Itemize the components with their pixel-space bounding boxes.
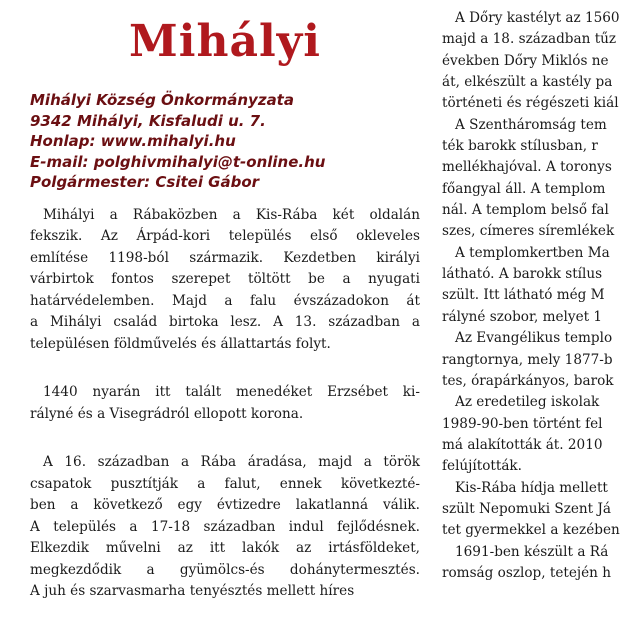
right-column-line: romság oszlop, tetején h — [442, 564, 611, 581]
paragraph-line: a Mihályi család birtoka lesz. A 13. században a — [30, 314, 420, 330]
right-column-line: rangtornya, mely 1877-b — [442, 351, 613, 368]
paragraph — [30, 205, 420, 356]
paragraph-line: ben a következő egy évtizedre lakatlanná válik. — [30, 497, 420, 513]
right-column-line: Az eredetileg iskolak — [455, 394, 600, 411]
right-column-line: má alakították át. 2010 — [442, 436, 603, 453]
right-column-line: 1691-ben készült a Rá — [455, 543, 609, 560]
contact-line: Mihályi Község Önkormányzata — [30, 91, 294, 109]
contact-line: Honlap: www.mihalyi.hu — [30, 132, 236, 150]
right-column-line: szes, címeres síremlékek — [442, 223, 615, 240]
right-column-line: 1989-90-ben történt fel — [442, 415, 603, 432]
paragraph-line: megkezdődik a gyümölcs-és dohánytermesztés. — [30, 561, 420, 578]
right-column-line: át, elkészült a kastély pa — [442, 74, 613, 91]
contact-block — [30, 90, 420, 193]
right-column-line: A templomkertben Ma — [455, 244, 610, 261]
right-column-line: Kis-Rába hídja mellett — [455, 479, 608, 496]
right-column-line: A Szentháromság tem — [455, 116, 607, 133]
paragraph-line: várbirtok fontos szerepet töltött be a nyugati — [30, 271, 420, 287]
paragraph-line: A juh és szarvasmarha tenyésztés mellett híres — [30, 583, 355, 599]
right-column-line: években Dőry Miklós ne — [442, 52, 609, 69]
right-column-line: tet gyermekkel a kezében — [442, 522, 620, 539]
paragraph-line: A település a 17-18 században indul fejlődésnek. — [30, 518, 420, 535]
right-column-line: főangyal áll. A templom — [442, 180, 606, 197]
paragraph-line: Elkezdik művelni az itt lakók az irtásföldeket, — [30, 540, 420, 556]
right-column-line: látható. A barokk stílus — [442, 266, 603, 283]
paragraph-line: A 16. században a Rába áradása, majd a török — [43, 454, 420, 470]
contact-line: Polgármester: Csitei Gábor — [30, 173, 260, 191]
paragraph-line: határvédelemben. Majd a falu évszázadokon át — [30, 292, 420, 309]
paragraph-line: rályné és a Visegrádról ellopott korona. — [30, 405, 304, 422]
right-column-line: majd a 18. században tűz — [442, 31, 617, 48]
right-column-line: A Dőry kastélyt az 1560 — [455, 10, 620, 26]
paragraph-line: Mihályi a Rábaközben a Kis-Rába két oldalán — [43, 206, 420, 223]
paragraph-line: településen földművelés és állattartás folyt. — [30, 335, 331, 352]
paragraph-line: csapatok pusztítják a falut, ennek következté- — [30, 475, 420, 492]
right-column-line: Az Evangélikus templo — [455, 330, 613, 347]
right-column-line: ték barokk stílusban, r — [442, 138, 598, 155]
right-column-line: rályné szobor, melyet 1 — [442, 308, 603, 325]
right-column-line: szült. Itt látható még M — [442, 287, 605, 304]
contact-line: E-mail: polghivmihalyi@t-online.hu — [30, 152, 326, 171]
paragraph-line: fekszik. Az Árpád-kori település első okleveles — [30, 228, 420, 244]
paragraph — [30, 382, 420, 425]
paragraph — [30, 452, 420, 603]
right-column-line: szült Nepomuki Szent Já — [442, 500, 612, 517]
right-column-line: nál. A templom belső fal — [442, 202, 609, 219]
left-body-text — [30, 205, 420, 603]
paragraph-line: említése 1198-ból származik. Kezdetben királyi — [30, 249, 420, 266]
right-column-line: történeti és régészeti kiál — [442, 95, 619, 112]
left-column — [30, 8, 420, 630]
contact-line: 9342 Mihályi, Kisfaludi u. 7. — [30, 111, 266, 130]
page-title: Mihályi — [129, 16, 321, 67]
right-column — [442, 8, 640, 584]
paragraph-line: 1440 nyarán itt talált menedéket Erzsébet ki- — [43, 384, 420, 400]
right-column-line: felújították. — [442, 458, 522, 475]
right-column-line: tes, órapárkányos, barok — [442, 372, 614, 389]
right-column-line: mellékhajóval. A toronys — [442, 159, 612, 176]
